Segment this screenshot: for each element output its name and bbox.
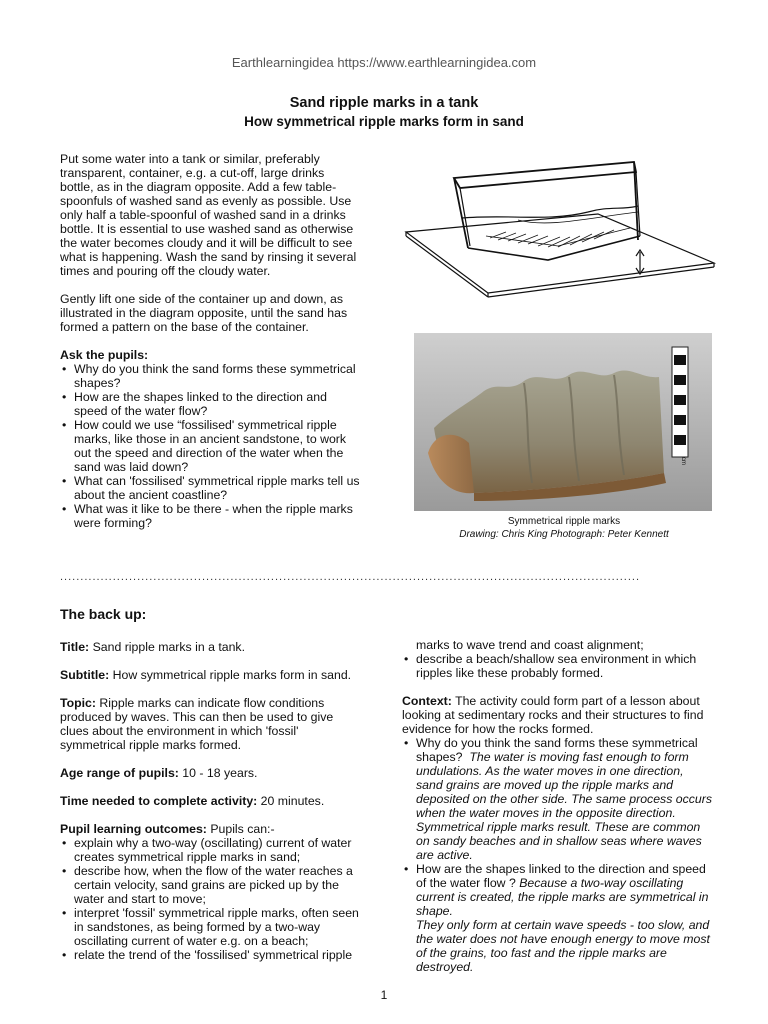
label: Subtitle: bbox=[60, 668, 110, 682]
backup-left-column bbox=[60, 640, 360, 962]
list-item: • What was it like to be there - when the ripple marks were forming? bbox=[60, 502, 360, 530]
ripple-marks-photo bbox=[414, 333, 712, 511]
ask-list bbox=[60, 362, 360, 530]
label: Context: bbox=[402, 694, 452, 708]
ask-heading: Ask the pupils: bbox=[60, 348, 149, 362]
question: How are the shapes linked to the direction and speed of the water flow ? bbox=[416, 862, 706, 890]
list-item: • describe a beach/shallow sea environment in which ripples like these probably formed. bbox=[402, 652, 712, 680]
document-title: Sand ripple marks in a tank bbox=[289, 95, 479, 111]
list-item bbox=[402, 862, 712, 974]
label: Topic: bbox=[60, 696, 96, 710]
backup-title bbox=[60, 640, 360, 654]
list-item: • interpret 'fossil' symmetrical ripple marks, often seen in sandstones, as being formed by a two-way oscillating current of water e.g. on a beach; bbox=[60, 906, 360, 948]
answer: Because a two-way oscillating current is created, the ripple marks are symmetrical in shape. bbox=[416, 876, 709, 918]
label: Age range of pupils: bbox=[60, 766, 179, 780]
intro-paragraph-2: Gently lift one side of the container up and down, as illustrated in the diagram opposite, until the sand has formed a pattern on the base of the container. bbox=[60, 292, 348, 334]
answer: The water is moving fast enough to form undulations. As the water moves in one direction, sand grains are moved up the ripple marks and deposited on the other side. The same process occurs when the water moves in the opposite direction. Symmetrical ripple marks result. These are common on sandy beaches and in shallow seas where waves are active. bbox=[416, 750, 712, 862]
list-item: • What can 'fossilised' symmetrical ripple marks tell us about the ancient coastline? bbox=[60, 474, 360, 502]
context-list bbox=[402, 736, 712, 974]
page-number: 1 bbox=[380, 988, 388, 1002]
backup-right-column bbox=[402, 638, 712, 974]
backup-context bbox=[402, 694, 712, 736]
answer-continued: They only form at certain wave speeds - too slow, and the water does not have enough energy to move most of the grains, too fast and the ripple marks are destroyed. bbox=[416, 918, 710, 974]
outcomes-list-cont bbox=[402, 652, 712, 680]
intro-paragraph-1: Put some water into a tank or similar, preferably transparent, container, e.g. a cut-off, large drinks bottle, as in the diagram opposite. Add a few table-spoonfuls of washed sand as evenly as possible. Use only half a table-spoonful of washed sand in a drinks bottle. It is essential to use washed sand as otherwise the water becomes cloudy and it will be difficult to see what is happening. Wash the sand by rinsing it several times and pouring off the cloudy water. bbox=[60, 152, 357, 278]
list-item: • relate the trend of the 'fossilised' symmetrical ripple bbox=[60, 948, 360, 962]
value: 20 minutes. bbox=[257, 794, 325, 808]
label: Pupil learning outcomes: bbox=[60, 822, 207, 836]
outcomes-continued: marks to wave trend and coast alignment; bbox=[416, 638, 644, 652]
value: How symmetrical ripple marks form in sand. bbox=[109, 668, 352, 682]
list-item bbox=[402, 736, 712, 862]
outcomes-list bbox=[60, 836, 360, 962]
document-subtitle: How symmetrical ripple marks form in sand bbox=[244, 114, 524, 129]
tank-diagram bbox=[398, 148, 716, 298]
backup-heading: The back up: bbox=[60, 606, 147, 622]
scale-label: cm bbox=[680, 457, 686, 465]
backup-outcomes bbox=[60, 822, 360, 836]
value: The activity could form part of a lesson about looking at sedimentary rocks and their structures to find evidence for how the rocks formed. bbox=[402, 694, 704, 736]
figure-credit: Drawing: Chris King Photograph: Peter Kennett bbox=[459, 529, 669, 540]
value: Pupils can:- bbox=[206, 822, 275, 836]
question: Why do you think the sand forms these symmetrical shapes? bbox=[416, 736, 698, 764]
list-item: • describe how, when the flow of the water reaches a certain velocity, sand grains are picked up by the water and start to move; bbox=[60, 864, 360, 906]
backup-age bbox=[60, 766, 360, 780]
label: Time needed to complete activity: bbox=[60, 794, 258, 808]
list-item: • How could we use “fossilised' symmetrical ripple marks, like those in an ancient sandstone, to work out the speed and direction of the water when the sand was laid down? bbox=[60, 418, 360, 474]
list-item: • explain why a two-way (oscillating) current of water creates symmetrical ripple marks in sand; bbox=[60, 836, 360, 864]
separator: ............................................................................................................................................... bbox=[60, 571, 641, 583]
list-item: • Why do you think the sand forms these symmetrical shapes? bbox=[60, 362, 360, 390]
value: Sand ripple marks in a tank. bbox=[89, 640, 245, 654]
label: Title: bbox=[60, 640, 90, 654]
backup-time bbox=[60, 794, 360, 808]
backup-topic bbox=[60, 696, 360, 752]
value: 10 - 18 years. bbox=[178, 766, 258, 780]
page-header: Earthlearningidea https://www.earthlearningidea.com bbox=[231, 55, 537, 70]
value: Ripple marks can indicate flow conditions produced by waves. This can then be used to give clues about the environment in which 'fossil' symmetrical ripple marks formed. bbox=[60, 696, 334, 752]
intro-text bbox=[60, 152, 360, 530]
backup-subtitle bbox=[60, 668, 360, 682]
figure-caption: Symmetrical ripple marks bbox=[507, 516, 621, 527]
list-item: • How are the shapes linked to the direction and speed of the water flow? bbox=[60, 390, 360, 418]
